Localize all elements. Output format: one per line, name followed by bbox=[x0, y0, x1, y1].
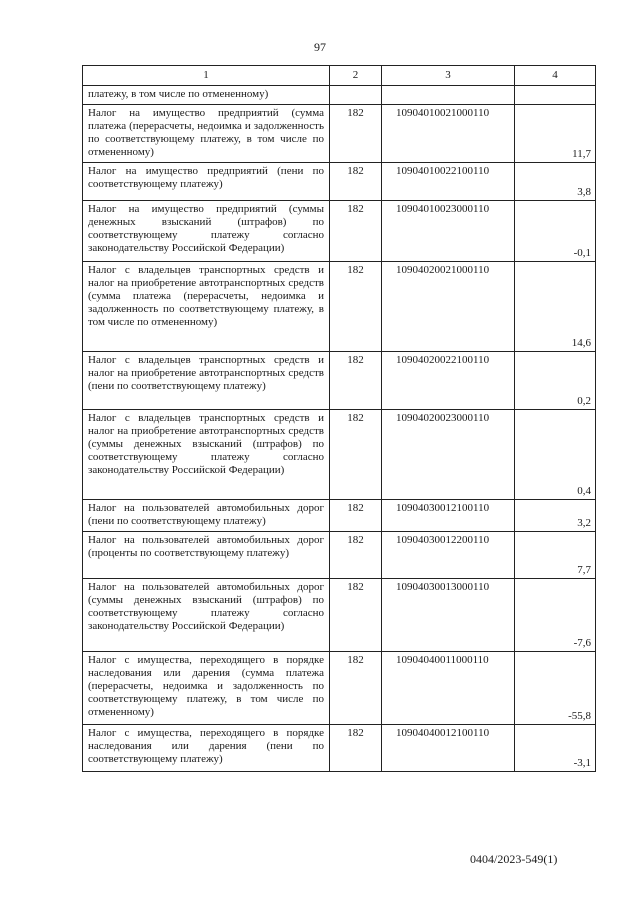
table-row bbox=[83, 410, 596, 500]
admin-code-cell: 182 bbox=[330, 579, 382, 652]
budget-classification-code-cell: 10904030012200110 bbox=[382, 532, 515, 579]
amount-cell: 11,7 bbox=[515, 105, 596, 163]
column-number-3: 3 bbox=[382, 66, 515, 86]
revenue-name-cell: Налог с имущества, переходящего в порядке наследования или дарения (сумма платежа (перерасчеты, недоимка и задолженность по соответствующему платежу, в том числе по отмененному) bbox=[83, 652, 330, 725]
revenue-name-cell: Налог на имущество предприятий (пени по соответствующему платежу) bbox=[83, 163, 330, 201]
table-row bbox=[83, 105, 596, 163]
amount-cell: 7,7 bbox=[515, 532, 596, 579]
amount-cell bbox=[515, 86, 596, 105]
admin-code-cell: 182 bbox=[330, 163, 382, 201]
column-number-4: 4 bbox=[515, 66, 596, 86]
budget-classification-code-cell: 10904010023000110 bbox=[382, 201, 515, 262]
budget-revenue-table bbox=[82, 65, 596, 772]
table-row bbox=[83, 262, 596, 352]
admin-code-cell: 182 bbox=[330, 652, 382, 725]
column-number-1: 1 bbox=[83, 66, 330, 86]
revenue-name-cell: Налог с владельцев транспортных средств и налог на приобретение автотранспортных средств (пени по соответствующему платежу) bbox=[83, 352, 330, 410]
budget-classification-code-cell: 10904020022100110 bbox=[382, 352, 515, 410]
revenue-name-cell: Налог на пользователей автомобильных дорог (суммы денежных взысканий (штрафов) по соответствующему платежу согласно законодательству Российской Федерации) bbox=[83, 579, 330, 652]
amount-cell: -0,1 bbox=[515, 201, 596, 262]
table-row bbox=[83, 532, 596, 579]
amount-cell: 0,2 bbox=[515, 352, 596, 410]
document-reference: 0404/2023-549(1) bbox=[470, 852, 558, 866]
admin-code-cell bbox=[330, 86, 382, 105]
admin-code-cell: 182 bbox=[330, 500, 382, 532]
table-row bbox=[83, 86, 596, 105]
amount-cell: 3,2 bbox=[515, 500, 596, 532]
table-row bbox=[83, 652, 596, 725]
column-number-2: 2 bbox=[330, 66, 382, 86]
budget-classification-code-cell: 10904020023000110 bbox=[382, 410, 515, 500]
budget-classification-code-cell bbox=[382, 86, 515, 105]
budget-classification-code-cell: 10904030012100110 bbox=[382, 500, 515, 532]
amount-cell: -7,6 bbox=[515, 579, 596, 652]
budget-classification-code-cell: 10904040012100110 bbox=[382, 725, 515, 772]
revenue-name-cell: платежу, в том числе по отмененному) bbox=[83, 86, 330, 105]
table-row bbox=[83, 163, 596, 201]
budget-classification-code-cell: 10904020021000110 bbox=[382, 262, 515, 352]
revenue-name-cell: Налог с имущества, переходящего в порядке наследования или дарения (пени по соответствующему платежу) bbox=[83, 725, 330, 772]
amount-cell: 14,6 bbox=[515, 262, 596, 352]
admin-code-cell: 182 bbox=[330, 201, 382, 262]
admin-code-cell: 182 bbox=[330, 352, 382, 410]
budget-classification-code-cell: 10904030013000110 bbox=[382, 579, 515, 652]
revenue-name-cell: Налог на имущество предприятий (суммы денежных взысканий (штрафов) по соответствующему платежу согласно законодательству Российской Федерации) bbox=[83, 201, 330, 262]
admin-code-cell: 182 bbox=[330, 725, 382, 772]
column-number-header-row bbox=[83, 66, 596, 86]
table-row bbox=[83, 579, 596, 652]
amount-cell: 0,4 bbox=[515, 410, 596, 500]
amount-cell: -55,8 bbox=[515, 652, 596, 725]
table-row bbox=[83, 201, 596, 262]
budget-classification-code-cell: 10904010021000110 bbox=[382, 105, 515, 163]
revenue-name-cell: Налог с владельцев транспортных средств и налог на приобретение автотранспортных средств (сумма платежа (перерасчеты, недоимка и задолженность по соответствующему платежу, в том числе по отмененному) bbox=[83, 262, 330, 352]
revenue-name-cell: Налог на пользователей автомобильных дорог (проценты по соответствующему платежу) bbox=[83, 532, 330, 579]
admin-code-cell: 182 bbox=[330, 532, 382, 579]
amount-cell: 3,8 bbox=[515, 163, 596, 201]
budget-classification-code-cell: 10904010022100110 bbox=[382, 163, 515, 201]
table-row bbox=[83, 500, 596, 532]
admin-code-cell: 182 bbox=[330, 410, 382, 500]
revenue-name-cell: Налог с владельцев транспортных средств и налог на приобретение автотранспортных средств (суммы денежных взысканий (штрафов) по соответствующему платежу согласно законодательству Российской Федерации) bbox=[83, 410, 330, 500]
amount-cell: -3,1 bbox=[515, 725, 596, 772]
table-row bbox=[83, 352, 596, 410]
table-row bbox=[83, 725, 596, 772]
page-number: 97 bbox=[314, 40, 326, 54]
revenue-name-cell: Налог на пользователей автомобильных дорог (пени по соответствующему платежу) bbox=[83, 500, 330, 532]
budget-classification-code-cell: 10904040011000110 bbox=[382, 652, 515, 725]
admin-code-cell: 182 bbox=[330, 105, 382, 163]
table-body bbox=[83, 86, 596, 772]
revenue-name-cell: Налог на имущество предприятий (сумма платежа (перерасчеты, недоимка и задолженность по соответствующему платежу, в том числе по отмененному) bbox=[83, 105, 330, 163]
admin-code-cell: 182 bbox=[330, 262, 382, 352]
